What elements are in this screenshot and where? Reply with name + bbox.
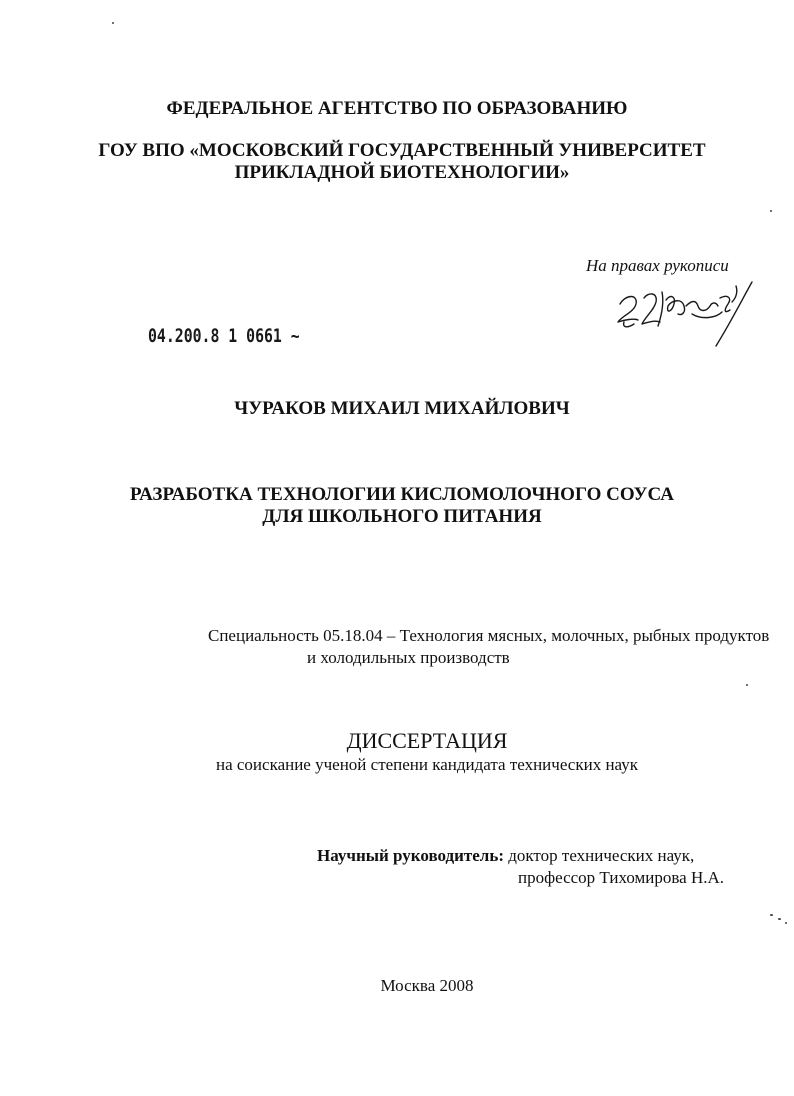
thesis-title-line2: ДЛЯ ШКОЛЬНОГО ПИТАНИЯ (262, 506, 542, 527)
registration-stamp-number: 04.200.8 1 0661 ~ (148, 325, 300, 347)
university-name-line1: ГОУ ВПО «МОСКОВСКИЙ ГОСУДАРСТВЕННЫЙ УНИВЕРСИТЕТ (98, 140, 706, 161)
specialty-line2: и холодильных производств (307, 648, 510, 667)
author-name: ЧУРАКОВ МИХАИЛ МИХАЙЛОВИЧ (234, 398, 570, 419)
scan-speck (746, 684, 748, 686)
scan-speck (778, 918, 781, 920)
degree-statement: на соискание ученой степени кандидата технических наук (215, 755, 638, 774)
author-signature (612, 276, 762, 350)
university-name-line2: ПРИКЛАДНОЙ БИОТЕХНОЛОГИИ» (234, 162, 570, 183)
specialty-line1: Специальность 05.18.04 – Технология мясных, молочных, рыбных продуктов (208, 626, 770, 645)
scan-speck (770, 914, 773, 916)
scan-speck (770, 210, 772, 212)
scan-speck (785, 922, 787, 924)
advisor-line1 (317, 846, 694, 866)
agency-name: ФЕДЕРАЛЬНОЕ АГЕНТСТВО ПО ОБРАЗОВАНИЮ (166, 98, 628, 119)
advisor-label: Научный руководитель: (317, 846, 504, 865)
thesis-title-line1: РАЗРАБОТКА ТЕХНОЛОГИИ КИСЛОМОЛОЧНОГО СОУСА (130, 484, 674, 505)
city-year: Москва 2008 (380, 976, 474, 995)
work-type: ДИССЕРТАЦИЯ (346, 728, 508, 753)
advisor-degree: доктор технических наук, (504, 846, 695, 865)
scan-speck (112, 22, 114, 24)
advisor-line2: профессор Тихомирова Н.А. (518, 868, 725, 887)
manuscript-rights-note: На правах рукописи (586, 256, 729, 275)
